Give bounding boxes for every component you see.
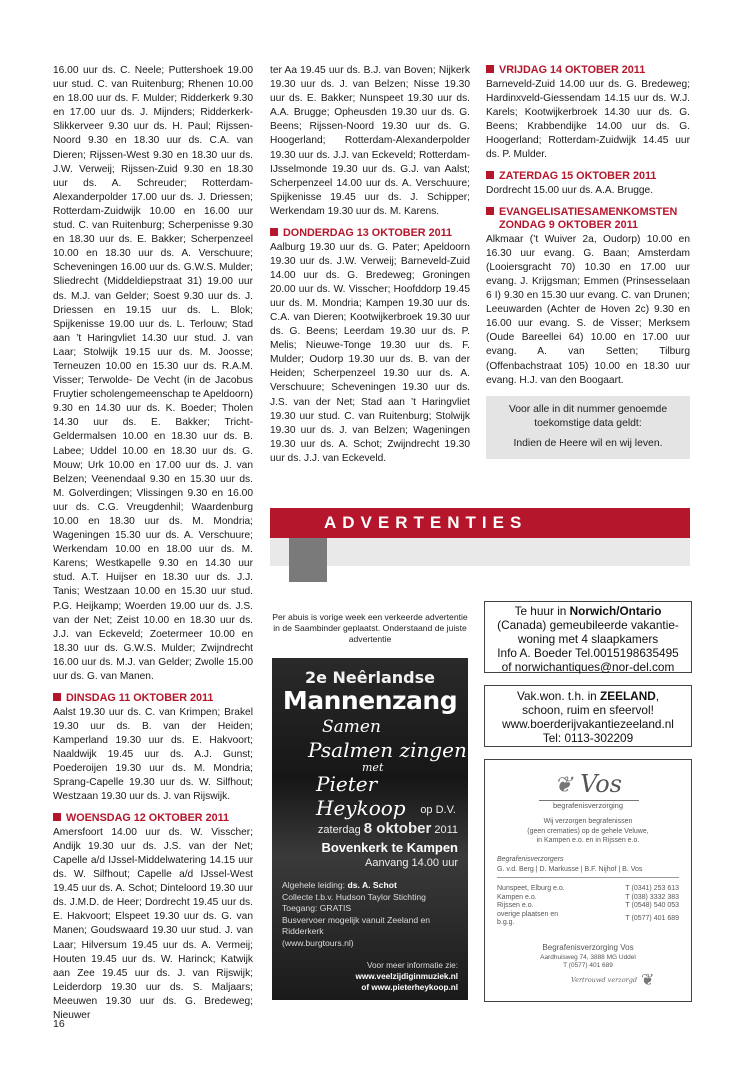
table-row <box>497 911 679 928</box>
heading-woensdag <box>53 812 253 826</box>
vos-funeral-ad <box>484 759 692 1002</box>
vos-place: Rijssen e.o. <box>497 902 534 910</box>
zeeland-line-1 <box>485 689 691 703</box>
poster-date-year: 2011 <box>434 824 458 836</box>
vos-logo-text: Vos <box>580 770 622 798</box>
poster-script-artist: Pieter Heykoop <box>316 772 406 820</box>
poster-script-samen: Samen <box>322 717 381 737</box>
vos-rule <box>497 877 679 878</box>
column-1 <box>53 64 253 1023</box>
heading-donderdag <box>270 227 470 241</box>
poster-script-psalmen: Psalmen zingen <box>308 738 467 762</box>
heading-evangelisatie-date: ZONDAG 9 OKTOBER 2011 <box>499 219 638 232</box>
vos-phone: T (038) 3332 383 <box>625 893 679 901</box>
poster-url-1: www.veelzijdiginmuziek.nl <box>355 972 458 981</box>
zeeland-line-1-prefix: Vak.won. t.h. in <box>516 689 597 703</box>
poster-more-info <box>355 960 458 993</box>
poster-venue: Bovenkerk te Kampen <box>321 840 458 855</box>
norwich-line-2: (Canada) gemeubileerde vakantie- <box>497 618 679 632</box>
poster-toegang: Toegang: GRATIS <box>282 903 352 913</box>
poster-dv: op D.V. <box>420 804 456 816</box>
zeeland-line-3: www.boerderijvakantiezeeland.nl <box>502 717 674 731</box>
column-2 <box>270 64 470 466</box>
column-3 <box>486 64 690 459</box>
vos-footer-addr: Aardhuisweg 74, 3888 MG Uddel <box>540 954 636 961</box>
woensdag-text: Amersfoort 14.00 uur ds. W. Visscher; Andijk 19.30 uur ds. J.S. van der Net; Capelle a/d IJssel-Middelwatering 14.15 uur ds. W. Silfhout; Capelle a/d IJssel-West 19.45 uur ds. A. Schot; Dinteloord 19.30 uur ds. J.M.D. de Heer; Dordrecht 19.45 uur ds. E. Hakvoort; Elspeet 19.30 uur ds. G. van Manen; Goudswaard 19.30 uur stud. J. van Laar; Hilversum 19.45 uur ds. A. Vermeij; Houten 19.45 uur ds. W. Harinck; Katwijk aan Zee 19.45 uur ds. J. van Rijswijk; Leiderdorp 19.30 uur ds. S. Maljaars; Meeuwen 19.30 uur ds. G. Bredeweg; Nieuwer <box>53 826 253 1021</box>
heading-donderdag-label: DONDERDAG 13 OKTOBER 2011 <box>283 227 453 240</box>
square-bullet-icon <box>270 228 278 236</box>
poster-more-label: Voor meer informatie zie: <box>366 961 458 970</box>
vos-tagline: Vertrouwd verzorgd <box>571 976 638 984</box>
heading-vrijdag <box>486 64 690 78</box>
poster-collecte: Collecte t.b.v. Hudson Taylor Stichting <box>282 891 426 902</box>
zeeland-line-4: Tel: 0113-302209 <box>542 731 634 745</box>
norwich-line-1-prefix: Te huur in <box>514 604 567 618</box>
vos-names: G. v.d. Berg | D. Markusse | B.F. Nijhof | B. Vos <box>497 866 643 873</box>
vos-intro-3: in Kampen e.o. en in Rijssen e.o. <box>536 837 640 845</box>
vos-place: overige plaatsen en b.g.g. <box>497 910 559 927</box>
vos-intro-1: Wij verzorgen begrafenissen <box>543 818 633 825</box>
advertenties-title: ADVERTENTIES <box>324 513 528 532</box>
leaf-ornament-icon: ❦ <box>554 773 573 798</box>
poster-leiding-name: ds. A. Schot <box>347 880 397 890</box>
vos-subtitle: begrafenisverzorging <box>552 801 624 810</box>
heading-dinsdag-label: DINSDAG 11 OKTOBER 2011 <box>66 692 214 705</box>
table-row <box>497 894 679 903</box>
dinsdag-text: Aalst 19.30 uur ds. C. van Krimpen; Brakel 19.30 uur ds. B. van der Heiden; Kamperland 19.30 uur ds. E. Hakvoort; Naaldwijk 19.45 uur ds. A.J. Gunst; Poederoijen 19.30 uur ds. M. Mondria; Sprang-Capelle 19.30 uur ds. W. Silfhout; Westzaan 19.30 uur ds. J. van Rijswijk. <box>53 706 253 803</box>
norwich-line-4: Info A. Boeder Tel.0015198635495 <box>497 646 679 660</box>
norwich-line-1-bold: Norwich/Ontario <box>569 604 662 618</box>
square-bullet-icon <box>53 693 61 701</box>
poster-burgtours: (www.burgtours.nl) <box>282 937 354 948</box>
leaf-ornament-icon: ❦ <box>641 972 655 989</box>
poster-leiding <box>282 880 468 892</box>
zaterdag-text: Dordrecht 15.00 uur ds. A.A. Brugge. <box>486 184 654 196</box>
vos-phone: T (0341) 253 613 <box>625 885 679 892</box>
vos-phone: T (0548) 540 053 <box>625 902 679 910</box>
heading-dinsdag <box>53 692 253 706</box>
vos-intro <box>485 817 691 846</box>
poster-script-met: met <box>362 761 384 774</box>
norwich-line-1 <box>485 604 691 618</box>
vos-footer-name: Begrafenisverzorging Vos <box>542 943 634 952</box>
heading-vrijdag-label: VRIJDAG 14 OKTOBER 2011 <box>499 64 646 76</box>
norwich-line-5: of norwichantiques@nor-del.com <box>501 660 675 674</box>
poster-details <box>282 880 468 949</box>
page-number: 16 <box>53 1018 65 1030</box>
banner-grey-square <box>289 538 327 582</box>
vos-contact-table <box>497 885 679 928</box>
correction-notice: Per abuis is vorige week een verkeerde advertentie in de Saambinder geplaatst. Onderstaand de juiste advertentie <box>272 612 468 644</box>
disclaimer-line-2: Indien de Heere wil en wij leven. <box>513 437 663 449</box>
vos-intro-2: (geen crematies) op de gehele Veluwe, <box>527 827 649 835</box>
square-bullet-icon <box>53 813 61 821</box>
heading-zaterdag-label: ZATERDAG 15 OKTOBER 2011 <box>499 170 657 183</box>
poster-date-prefix: zaterdag <box>317 824 361 836</box>
vos-label: Begrafenisverzorgers <box>497 856 564 863</box>
sunday-continued-text: 16.00 uur ds. C. Neele; Puttershoek 19.00 uur stud. C. van Ruitenburg; Rhenen 10.00 en 18.00 uur ds. F. Mulder; Ridderkerk 9.30 en 17.00 uur ds. J. Mijnders; Ridderkerk-Slikkerveer 9.30 uur ds. H. Paul; Rijssen-Noord 9.30 en 18.30 uur ds. C.A. van Dieren; Rijssen-West 9.30 en 18.30 uur ds. J.W. Verweij; Rijssen-Zuid 9.30 en 18.30 uur ds. A. Schreuder; Rotterdam-Alexanderpolder 17.00 uur ds. J. Driessen; Rotterdam-Zuidwijk 10.00 en 16.00 uur stud. C. van Ruitenburg; Scherpenisse 9.30 en 18.30 uur ds. E. Bakker; Scherpenzeel 10.00 en 18.30 uur ds. A. Verschuure; Scheveningen 16.00 uur ds. G.W.S. Mulder; Sliedrecht (Middeldiepstraat 31) 19.00 uur ds. M.J. van Gelder; Soest 9.30 uur ds. J. Driessen en 19.15 uur ds. L. Blok; Spijkenisse 19.00 uur ds. L. Terlouw; Stad aan ’t Haringvliet 14.30 uur stud. J. van Laar; Stolwijk 19.15 uur ds. M. Joosse; Terneuzen 10.00 en 15.30 uur ds. R.A.M. Visser; Terwolde- De Vecht (in de Jacobus Fruytier scholengemeenschap te Apeldoorn) 9.30 en 14.30 uur ds. K. Boeder; Tholen 14.30 uur ds. E. Bakker; Tricht-Geldermalsen 10.00 en 18.30 uur ds. B. Labee; Uddel 10.00 en 18.30 uur ds. G. Mouw; Urk 10.00 en 17.00 uur ds. J. van Belzen; Veenendaal 9.30 en 15.30 uur ds. M. Golverdingen; Vlissingen 9.30 en 16.00 uur ds. C.G. Vreugdenhil; Waardenburg 10.00 en 18.30 uur ds. M. Mondria; Wageningen 15.30 uur ds. A. Verschuure; Werkendam 10.00 en 18.00 uur ds. M. Karens; Westkapelle 9.30 en 14.30 uur stud. A.T. Huijser en 18.30 uur ds. J.J. Tanis; Westzaan 10.00 en 15.30 uur stud. P.G. Heijkamp; Woerden 19.00 uur ds. J.S. van der Net; Zeist 10.00 en 18.30 uur ds. J.J. van Eckeveld; Zoetermeer 10.00 en 18.30 uur ds. G.W.S. Mulder; Zwijndrecht 16.00 uur ds. M.J. van Gelder; Zwolle 15.00 uur ds. G. van Manen. <box>53 65 253 683</box>
evangelisatie-text: Alkmaar (’t Wuiver 2a, Oudorp) 10.00 en 16.30 uur evang. G. Baan; Amsterdam (Looiersgracht 70) 10.30 en 17.00 uur evang. J. Krijgsman; Emmen (Prinsesselaan 6 I) 9.30 en 15.30 uur evang. C. van Drunen; Leeuwarden (Achter de Hoven 2c) 9.30 en 16.00 uur evang. S. de Visser; Merksem (Oude Bareellei 64) 10.00 en 17.00 uur evang. A. van Setten; Tilburg (Offenbachstraat 105) 10.00 en 18.30 uur evang. H.J. van den Boogaart. <box>486 233 690 386</box>
advertenties-banner <box>270 508 690 538</box>
vos-footer-tel: T (0577) 401 689 <box>563 962 613 969</box>
table-row <box>497 902 679 911</box>
banner-grey-bar <box>270 538 690 566</box>
norwich-line-3: woning met 4 slaapkamers <box>517 632 659 646</box>
poster-leiding-label: Algehele leiding: <box>282 880 346 890</box>
poster-title: Mannenzang <box>282 686 458 715</box>
poster-busvervoer: Busvervoer mogelijk vanuit Zeeland en Ridderkerk <box>282 914 431 936</box>
zeeland-line-1-suffix: , <box>655 689 660 703</box>
square-bullet-icon <box>486 207 494 215</box>
square-bullet-icon <box>486 171 494 179</box>
poster-date-bold: 8 oktober <box>363 820 432 837</box>
poster-url-2: of www.pieterheykoop.nl <box>361 983 458 992</box>
square-bullet-icon <box>486 65 494 73</box>
poster-edition: 2e Neêrlandse <box>304 668 436 687</box>
poster-start: Aanvang 14.00 uur <box>365 857 458 869</box>
woensdag-continued-text: ter Aa 19.45 uur ds. B.J. van Boven; Nijkerk 19.30 uur ds. J. van Belzen; Nisse 19.30 uur ds. E. Bakker; Nunspeet 19.30 uur ds. A.A. Brugge; Opheusden 19.30 uur ds. G. Beens; Rijssen-Noord 19.30 uur ds. G. Hoogerland; Rotterdam-Alexanderpolder 19.30 uur ds. J.J. van Eckeveld; Rotterdam-IJsselmonde 19.30 uur ds. G.J. van Aalst; Scherpenzeel 14.00 uur ds. A. Verschuure; Spijkenisse 19.45 uur ds. J. Schipper; Werkendam 19.30 uur ds. M. Karens. <box>270 65 470 217</box>
poster-date <box>318 820 458 837</box>
zeeland-line-2: schoon, ruim en sfeervol! <box>522 703 654 717</box>
mannenzang-poster-ad <box>272 658 468 1000</box>
vos-logo <box>485 770 691 798</box>
donderdag-text: Aalburg 19.30 uur ds. G. Pater; Apeldoorn 19.30 uur ds. J.W. Verweij; Barneveld-Zuid 14.00 uur ds. G. Bredeweg; Groningen 20.00 uur ds. W. Visscher; Hoofddorp 19.45 uur ds. M. Mondria; Kampen 19.30 uur ds. C.A. van Dieren; Kootwijkerbroek 19.30 uur ds. G. Beens; Leerdam 19.30 uur ds. P. Melis; Nieuwe-Tonge 19.30 uur ds. F. Mulder; Oudorp 19.30 uur ds. B. van der Heiden; Scherpenzeel 19.30 uur ds. A. Verschuure; Scheveningen 19.30 uur ds. J.S. van der Net; Stad aan ’t Haringvliet 19.30 uur stud. C. van Ruitenburg; Stolwijk 19.30 uur ds. J. van Belzen; Wageningen 19.30 uur ds. A. Schot; Zwijndrecht 19.30 uur ds. J.J. van Eckeveld. <box>270 241 470 464</box>
heading-zaterdag <box>486 170 690 184</box>
table-row <box>497 885 679 894</box>
vos-place: Kampen e.o. <box>497 893 537 901</box>
disclaimer-line-1: Voor alle in dit nummer genoemde toekomstige data geldt: <box>508 403 668 429</box>
zeeland-rental-ad <box>484 685 692 747</box>
zeeland-line-1-bold: ZEELAND <box>600 689 656 703</box>
heading-evangelisatie <box>486 206 690 233</box>
heading-evangelisatie-label: EVANGELISATIESAMENKOMSTEN <box>499 205 678 218</box>
vos-footer-address <box>485 954 691 970</box>
disclaimer-note <box>486 396 690 459</box>
vos-place: Nunspeet, Elburg e.o. <box>497 885 565 892</box>
vos-phone: T (0577) 401 689 <box>625 915 679 923</box>
norwich-rental-ad <box>484 601 692 673</box>
vrijdag-text: Barneveld-Zuid 14.00 uur ds. G. Bredeweg; Hardinxveld-Giessendam 14.15 uur ds. W.J. Karels; Kootwijkerbroek 14.30 uur ds. G. Beens; Krabbendijke 14.00 uur ds. G. Hoogerland; Rotterdam-Zuidwijk 14.45 uur ds. P. Mulder. <box>486 78 690 160</box>
heading-woensdag-label: WOENSDAG 12 OKTOBER 2011 <box>66 812 230 825</box>
